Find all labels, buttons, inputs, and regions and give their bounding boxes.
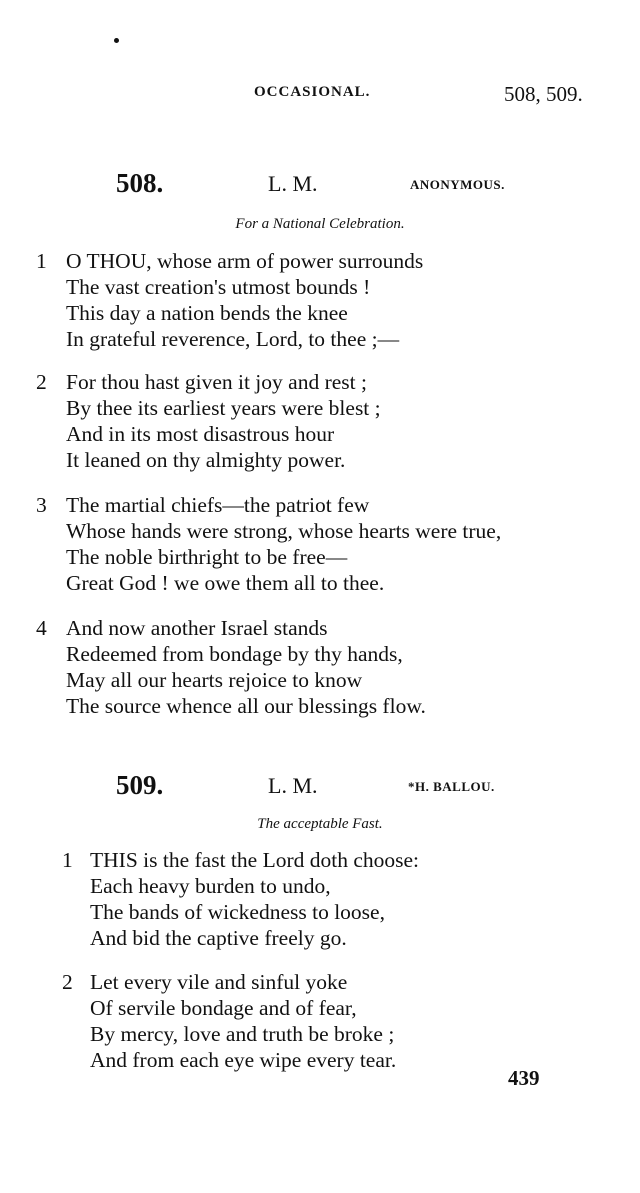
verse-line: The vast creation's utmost bounds ! bbox=[66, 275, 371, 299]
verse-line: In grateful reverence, Lord, to thee ;— bbox=[66, 327, 400, 351]
hymn-number: 509. bbox=[116, 770, 164, 800]
verse-line: By thee its earliest years were blest ; bbox=[66, 396, 381, 420]
hymn-number: 508. bbox=[116, 168, 164, 198]
verse-line: And from each eye wipe every tear. bbox=[90, 1048, 397, 1072]
hymn-meter: L. M. bbox=[268, 773, 318, 798]
verse-line: The martial chiefs—the patriot few bbox=[66, 493, 370, 517]
stanza-number: 1 bbox=[36, 249, 47, 273]
page-folio: 439 bbox=[508, 1066, 540, 1090]
verse-line: The source whence all our blessings flow. bbox=[66, 694, 426, 718]
verse-line: Great God ! we owe them all to thee. bbox=[66, 571, 385, 595]
verse-line: THIS is the fast the Lord doth choose: bbox=[90, 848, 420, 872]
running-title: OCCASIONAL. bbox=[254, 84, 371, 100]
verse-line: And bid the captive freely go. bbox=[90, 926, 347, 950]
hymn-508-header bbox=[0, 168, 640, 202]
verse-line: The noble birthright to be free— bbox=[66, 545, 348, 569]
verse-line: Of servile bondage and of fear, bbox=[90, 996, 357, 1020]
verse-line: Let every vile and sinful yoke bbox=[90, 970, 348, 994]
stanza-number: 4 bbox=[36, 616, 47, 640]
hymn-author: *H. BALLOU. bbox=[408, 779, 495, 794]
ink-speck bbox=[114, 38, 119, 43]
verse-line: Each heavy burden to undo, bbox=[90, 874, 331, 898]
verse-line: This day a nation bends the knee bbox=[66, 301, 348, 325]
hymn-meter: L. M. bbox=[268, 171, 318, 196]
verse-line: It leaned on thy almighty power. bbox=[66, 448, 346, 472]
hymn-subtitle: The acceptable Fast. bbox=[257, 816, 383, 832]
hymn-subtitle: For a National Celebration. bbox=[235, 216, 405, 232]
stanza-number: 2 bbox=[36, 370, 47, 394]
stanza-number: 3 bbox=[36, 493, 47, 517]
verse-line: The bands of wickedness to loose, bbox=[90, 900, 385, 924]
verse-line: By mercy, love and truth be broke ; bbox=[90, 1022, 395, 1046]
running-head bbox=[0, 82, 640, 108]
stanza-number: 2 bbox=[62, 970, 73, 994]
running-page-numbers: 508, 509. bbox=[504, 82, 583, 106]
verse-line: For thou hast given it joy and rest ; bbox=[66, 370, 367, 394]
hymn-author: ANONYMOUS. bbox=[410, 177, 505, 192]
verse-line: And now another Israel stands bbox=[66, 616, 328, 640]
verse-line: May all our hearts rejoice to know bbox=[66, 668, 363, 692]
verse-line: Whose hands were strong, whose hearts were true, bbox=[66, 519, 502, 543]
verse-line: Redeemed from bondage by thy hands, bbox=[66, 642, 403, 666]
stanza-number: 1 bbox=[62, 848, 73, 872]
verse-line: O THOU, whose arm of power surrounds bbox=[66, 249, 424, 273]
hymn-509-header bbox=[0, 770, 640, 804]
verse-line: And in its most disastrous hour bbox=[66, 422, 335, 446]
